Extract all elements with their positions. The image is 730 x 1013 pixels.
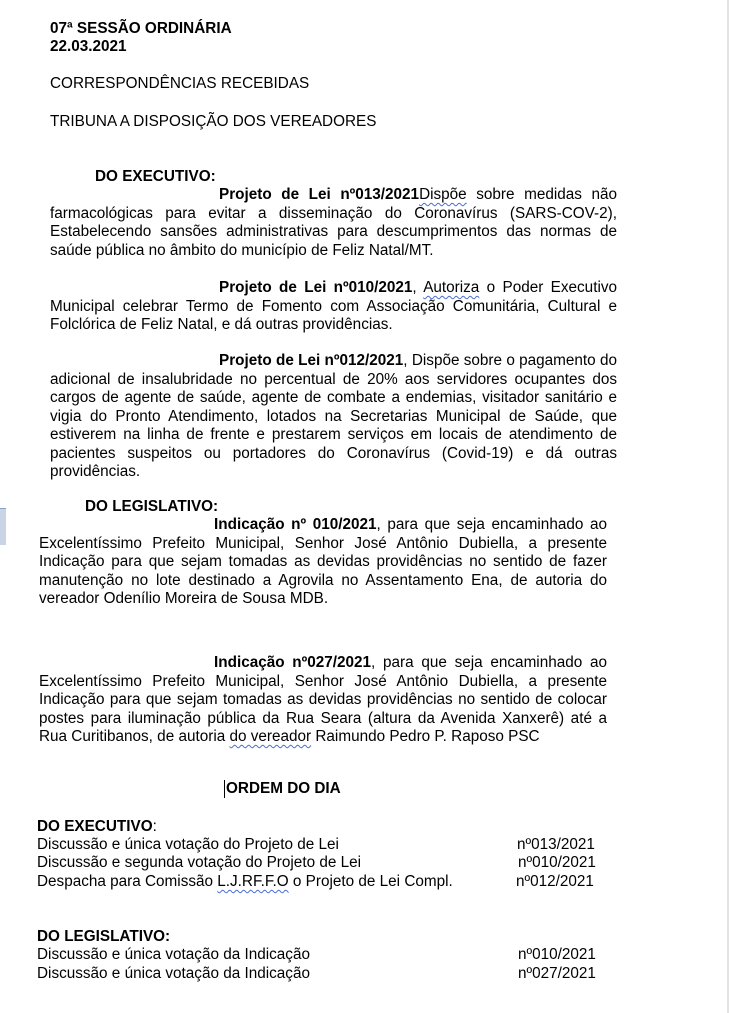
ordem-executivo-row-3-label: Despacha para Comissão L.J.RF.F.O o Projeto de Lei Compl.: [37, 873, 453, 890]
item-text: o Poder Executivo Municipal celebrar Termo de Fomento com Associação Comunitária, Cultural e Folclórica de Feliz Natal, e dá outras providências.: [50, 279, 617, 333]
ordem-executivo-row-1-number: nº013/2021: [517, 836, 595, 853]
session-title: 07ª SESSÃO ORDINÁRIA: [50, 20, 232, 37]
item-text-end: Raimundo Pedro P. Raposo PSC: [311, 728, 540, 745]
executivo-heading: DO EXECUTIVO:: [95, 168, 216, 185]
item-lead: Autoriza: [423, 279, 480, 296]
legislativo-item-2: [39, 654, 607, 747]
margin-marker: [0, 508, 6, 545]
ordem-executivo-row-3-number: nº012/2021: [516, 873, 594, 890]
executivo-item-2: Projeto de Lei nº010/2021, Autoriza o Poder Executivo Municipal celebrar Termo de Fomento com Associação Comunitária, Cultural e Folclórica de Feliz Natal, e dá outras providências.: [50, 279, 617, 333]
item-title: Indicação nº027/2021: [214, 654, 372, 671]
executivo-item-3: [50, 352, 617, 482]
ordem-legislativo-heading: DO LEGISLATIVO:: [37, 928, 171, 945]
item-title: Projeto de Lei nº013/2021: [219, 186, 420, 203]
ordem-legislativo-row-2-number: nº027/2021: [518, 965, 596, 982]
session-date: 22.03.2021: [50, 38, 127, 55]
legislativo-heading: DO LEGISLATIVO:: [85, 498, 219, 515]
ordem-legislativo-row-2-label: Discussão e única votação da Indicação: [37, 965, 310, 982]
ordem-heading: ORDEM DO DIA: [226, 780, 341, 797]
item-squig: do vereador: [229, 728, 312, 745]
ordem-legislativo-row-1-number: nº010/2021: [518, 946, 596, 963]
ordem-executivo-heading: DO EXECUTIVO:: [37, 818, 157, 835]
item-title: Projeto de Lei nº010/2021: [219, 279, 413, 296]
executivo-item-1: [50, 186, 617, 260]
item-title: Indicação nº 010/2021: [214, 516, 377, 533]
item-lead: Dispõe: [419, 186, 467, 203]
item-text: , para que seja encaminhado ao Excelentíssimo Prefeito Municipal, Senhor José Antônio Dubiella, a presente Indicação para que sejam tomadas as devidas providências no sentido de colocar postes para iluminação pública da Rua Seara (altura da Avenida Xanxerê) até a Rua Curitibanos, de autoria: [39, 654, 607, 745]
legislativo-item-1: [39, 516, 607, 609]
legislativo-item-2-clip: [39, 652, 619, 760]
item-title: Projeto de Lei nº012/2021: [219, 352, 404, 369]
ordem-executivo-row-1-label: Discussão e única votação do Projeto de Lei: [37, 836, 339, 853]
correspondence-heading: CORRESPONDÊNCIAS RECEBIDAS: [50, 75, 310, 92]
page-edge: [727, 0, 729, 1013]
text-cursor: [224, 780, 225, 798]
ordem-legislativo-row-1-label: Discussão e única votação da Indicação: [37, 946, 310, 963]
tribuna-heading: TRIBUNA A DISPOSIÇÃO DOS VEREADORES: [50, 113, 377, 130]
ordem-executivo-row-2-number: nº010/2021: [518, 854, 596, 871]
item-text: , para que seja encaminhado ao Excelentíssimo Prefeito Municipal, Senhor José Antônio Dubiella, a presente Indicação para que sejam tomadas as devidas providências no sentido de fazer manutenção no lote destinado a Agrovila no Assentamento Ena, de autoria do vereador Odenílio Moreira de Sousa MDB.: [39, 516, 607, 607]
ordem-executivo-row-2-label: Discussão e segunda votação do Projeto de Lei: [37, 854, 361, 871]
item-text: , Dispõe sobre o pagamento do adicional de insalubridade no percentual de 20% aos servidores ocupantes dos cargos de agente de saúde, agente de combate a endemias, visitador sanitário e vigia do Pronto Atendimento, lotados na Secretarias Municipal de Saúde, que estiverem na linha de frente e prestarem serviços em locais de atendimento de pacientes suspeitos ou portadores do Coronavírus (Covid-19) e dá outras providências.: [50, 352, 617, 480]
item-text: sobre medidas não farmacológicas para evitar a disseminação do Coronavírus (SARS-COV-2), Estabelecendo sansões administrativas para descumprimentos das normas de saúde pública no âmbito do município de Feliz Natal/MT.: [50, 186, 617, 259]
